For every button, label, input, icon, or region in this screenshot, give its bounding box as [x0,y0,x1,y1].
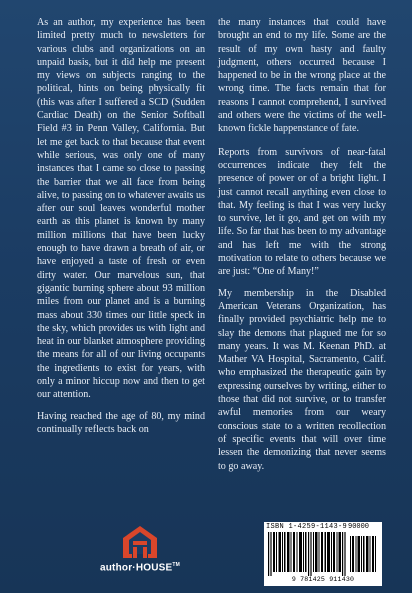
paragraph: My membership in the Disabled American Veterans Organization, has finally provided psychiatric help me to slay the demons that plagued me for so many years. It was M. Keenan PhD. at Mather VA Hospital, Sacramento, Calif. who emphasized the therapeutic gain by expressing ourselves by writing, either to those that did not survive, or to transfer awful memories from our weary conscious state to a written recollection of specific events that will over time lessen the demonizing that never seems to go away. [218,287,386,472]
right-text-column [218,16,386,481]
isbn-barcode [264,522,382,586]
paragraph: Reports from survivors of near-fatal occurrences indicate they felt the presence of power or of a bright light. I just cannot recall anything even close to that. My feeling is that I was very lucky to survive, let it go, and get on with my life. So far that has been to my advantage and has left me with the strong motivation to relate to others because we are just: “One of Many!” [218,146,386,278]
paragraph: Having reached the age of 80, my mind continually reflects back on [37,410,205,435]
publisher-name: author·HOUSE™ [99,562,181,574]
house-logo-icon [120,524,160,560]
isbn-number: ISBN 1-4259-1143-9 [266,523,348,531]
paragraph: the many instances that could have brought an end to my life. Some are the result of my own hasty and faulty judgment, others occurred because I happened to be in the wrong place at the wrong time. The facts remain that for reasons I cannot comprehend, I survived and others were the victims of the well-known fickle happenstance of fate. [218,17,386,135]
paragraph: As an author, my experience has been limited pretty much to newsletters for various clubs and organizations on an unpaid basis, but it did help me present my views on subjects ranging to the political, hints on being physically fit (this was after I suffered a SCD (Sudden Cardiac Death) on the Senior Softball Field #3 in Penn Valley, California. But let me get back to that because that event while serious, was only one of many instances that I came so close to passing the barrier that we all face from being alive, to passing on to whatever awaits us after our soul leaves wonderful mother earth as this planet is known by many million millions that have been lucky enough to have drawn a breath of air, or have enjoyed a taste of fresh or even dirty water. Our marvelous sun, that gigantic burning sphere about 93 million miles from our planet and is a burning mass about 330 times our little speck in the sky, which provides us with light and heat in our blanket atmosphere providing the means for all of our living occupants the ingredients to exist for years, with only a minor hiccup now and then to get our attention. [37,17,205,401]
ean-number: 9 781425 911430 [291,576,355,583]
barcode-bars [268,532,378,576]
left-text-column [37,16,205,444]
price-code: 90000 [348,523,370,531]
publisher-logo [90,524,190,584]
